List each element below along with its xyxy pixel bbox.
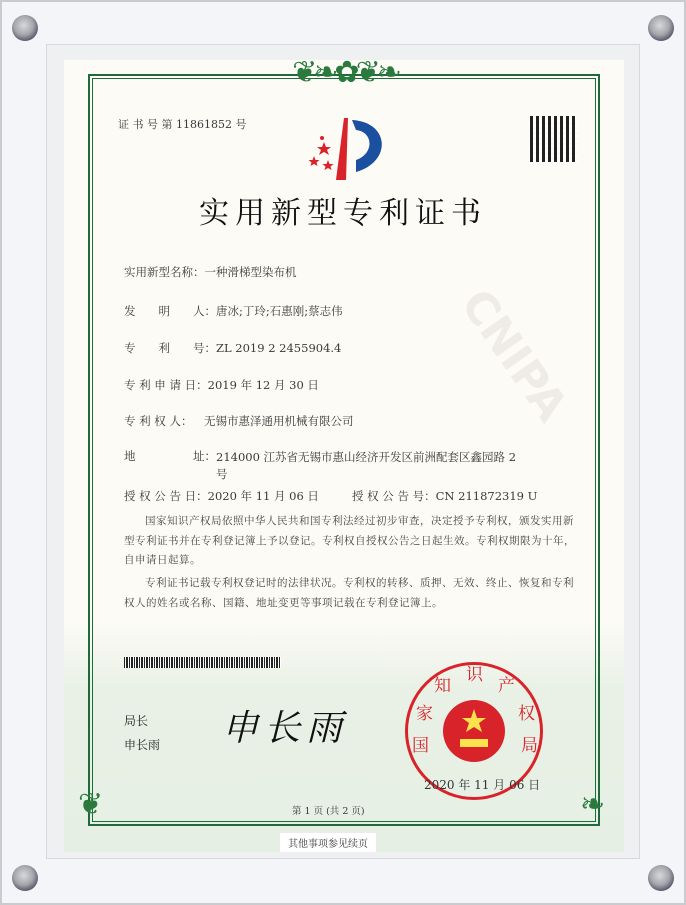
address-block: [216, 449, 516, 483]
field-label: 授 权 公 告 日：: [124, 489, 208, 503]
statement-paragraph: 专利证书记载专利权登记时的法律状况。专利权的转移、质押、无效、终止、恢复和专利权人的姓名或名称、国籍、地址变更等事项记载在专利登记簿上。: [124, 577, 574, 609]
seal-char: 识: [466, 665, 483, 685]
application-date: 2019 年 12 月 30 日: [207, 378, 319, 392]
field-row: [124, 449, 516, 483]
certificate-number: 证 书 号 第 11861852 号: [118, 118, 247, 131]
field-label: 专 利 权 人：: [124, 414, 193, 428]
ornament-corner-icon: ❦: [78, 787, 104, 822]
continuation-note: 其他事项参见续页: [280, 833, 376, 852]
screw-icon: [12, 865, 38, 891]
signature: 申长雨: [222, 708, 349, 749]
grant-date: 2020 年 11 月 06 日: [207, 489, 319, 503]
signatory-title: 局长: [124, 714, 149, 728]
address: 214000 江苏省无锡市惠山经济开发区前洲配套区鑫园路 2: [216, 450, 517, 464]
seal-char: 国: [412, 736, 429, 756]
field-label: 实用新型名称：: [124, 265, 205, 279]
seal-char: 权: [518, 704, 535, 724]
ornament-corner-icon: ❧: [580, 787, 606, 822]
national-emblem-icon: [442, 699, 506, 763]
field-label: 授 权 公 告 号：: [352, 489, 436, 503]
utility-model-name: 一种滑梯型染布机: [204, 265, 297, 279]
seal-char: 局: [521, 736, 538, 756]
watermark: CNIPA: [450, 280, 578, 431]
qr-code: [530, 116, 578, 162]
seal-char: 家: [416, 704, 433, 724]
field-row: [124, 378, 319, 393]
field-label: 地 址：: [124, 449, 216, 463]
grant-publication-number: CN 211872319 U: [435, 489, 538, 503]
barcode: [124, 657, 281, 668]
screw-icon: [648, 865, 674, 891]
ornament-top-icon: ❦❧✿❦❧: [292, 55, 398, 90]
seal-date: 2020 年 11 月 06 日: [424, 778, 541, 792]
field-label: 专 利 号：: [124, 341, 216, 355]
page-indicator: 第 1 页 (共 2 页): [292, 806, 365, 817]
field-row: [124, 489, 319, 504]
field-row: [124, 341, 341, 356]
address-cont: 号: [216, 467, 228, 481]
patent-number: ZL 2019 2 2455904.4: [216, 341, 342, 355]
patentee: 无锡市惠泽通用机械有限公司: [204, 414, 354, 428]
statement-paragraph: 国家知识产权局依照中华人民共和国专利法经过初步审查，决定授予专利权，颁发实用新型专利证书并在专利登记簿上予以登记。专利权自授权公告之日起生效。专利权期限为十年，自申请日起算。: [124, 515, 575, 566]
inventors: 唐冰;丁玲;石惠刚;蔡志伟: [216, 304, 343, 318]
seal-char: 知: [434, 676, 451, 696]
field-label: 专 利 申 请 日：: [124, 378, 208, 392]
field-row: [124, 265, 297, 280]
field-label: 发 明 人：: [124, 304, 216, 318]
field-row: [124, 414, 354, 429]
page-title: 实用新型专利证书: [199, 196, 487, 231]
signatory-name: 申长雨: [124, 738, 161, 752]
cnipa-logo-icon: [300, 112, 390, 184]
field-row: [352, 489, 537, 504]
seal-char: 产: [498, 676, 515, 696]
screw-icon: [648, 15, 674, 41]
field-row: [124, 304, 343, 319]
screw-icon: [12, 15, 38, 41]
